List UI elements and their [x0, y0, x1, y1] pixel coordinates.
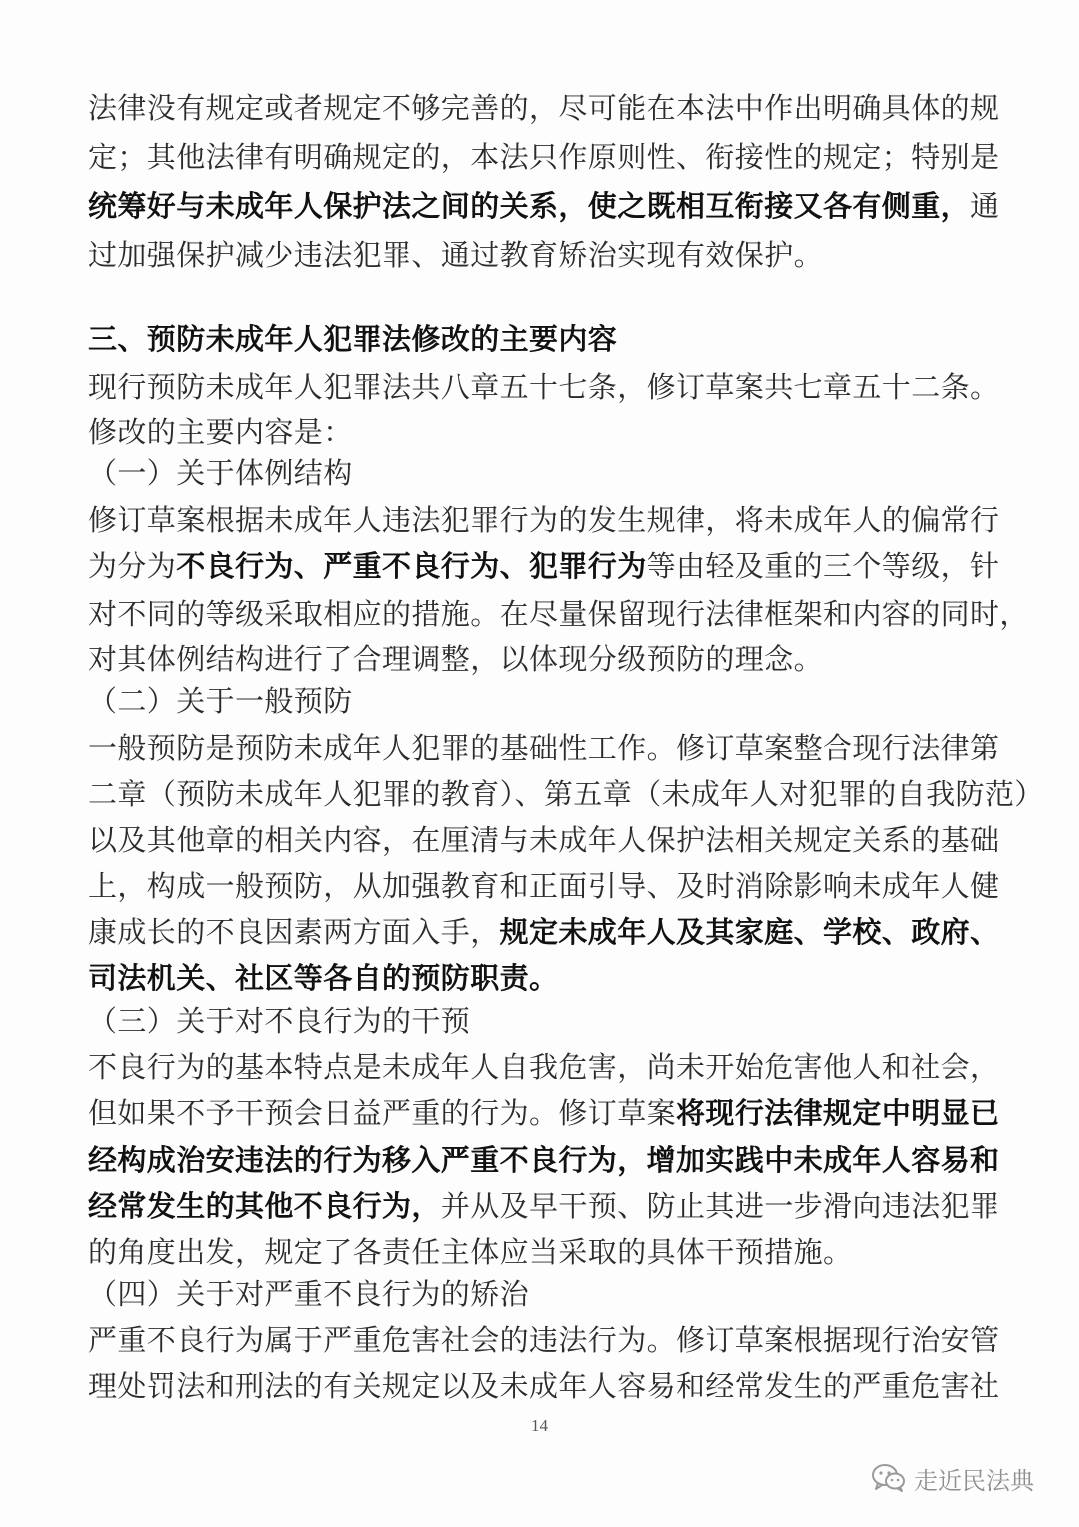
text-segment: 上，构成一般预防，从加强教育和正面引导、及时消除影响未成年人健: [88, 869, 1000, 903]
text-line: [88, 639, 823, 679]
text-segment: 定；其他法律有明确规定的，本法只作原则性、衔接性的规定；特别是: [88, 140, 1000, 174]
text-line: [88, 1320, 999, 1360]
text-segment: 以及其他章的相关内容，在厘清与未成年人保护法相关规定关系的基础: [88, 823, 1000, 857]
text-line: [88, 1047, 999, 1087]
text-segment: 理处罚法和刑法的有关规定以及未成年人容易和经常发生的严重危害社: [88, 1369, 1000, 1403]
text-line: [88, 367, 999, 407]
text-line: [88, 137, 999, 177]
text-line: [88, 958, 558, 998]
bold-text-segment: 将现行法律规定中明显已: [676, 1096, 1000, 1130]
text-segment: 但如果不予干预会日益严重的行为。修订草案: [88, 1096, 677, 1130]
text-line: [88, 235, 823, 275]
text-line: [88, 1093, 999, 1133]
text-line: [88, 1366, 999, 1406]
text-line: [88, 774, 1044, 814]
subsection-heading-text: （三）关于对不良行为的干预: [88, 1004, 471, 1038]
watermark: [872, 1458, 1034, 1498]
page-number: 14: [531, 1416, 548, 1435]
text-line: [88, 912, 999, 952]
bold-text-segment: 司法机关、社区等各自的预防职责。: [88, 961, 559, 995]
text-segment: 的角度出发，规定了各责任主体应当采取的具体干预措施。: [88, 1235, 853, 1269]
text-segment: 现行预防未成年人犯罪法共八章五十七条，修订草案共七章五十二条。: [88, 370, 1000, 404]
text-segment: 修订草案根据未成年人违法犯罪行为的发生规律，将未成年人的偏常行: [88, 503, 1000, 537]
bold-text-segment: 经构成治安违法的行为移入严重不良行为，增加实践中未成年人容易和: [88, 1143, 1000, 1177]
text-line: [88, 1232, 852, 1272]
text-segment: 等由轻及重的三个等级，针: [646, 549, 1000, 583]
text-line: [88, 88, 999, 128]
text-segment: 不良行为的基本特点是未成年人自我危害，尚未开始危害他人和社会，: [88, 1050, 1000, 1084]
subsection-heading: [88, 681, 353, 721]
text-segment: 严重不良行为属于严重危害社会的违法行为。修订草案根据现行治安管: [88, 1323, 1000, 1357]
text-line: [88, 1140, 999, 1180]
text-segment: 一般预防是预防未成年人犯罪的基础性工作。修订草案整合现行法律第: [88, 731, 1000, 765]
text-line: [88, 546, 999, 586]
text-segment: 康成长的不良因素两方面入手，: [88, 915, 500, 949]
section-heading: [88, 319, 617, 359]
bold-text-segment: 统筹好与未成年人保护法之间的关系，使之既相互衔接又各有侧重，: [88, 189, 971, 223]
text-segment: 对其体例结构进行了合理调整，以体现分级预防的理念。: [88, 642, 824, 676]
text-line: [88, 186, 999, 226]
text-segment: 二章（预防未成年人犯罪的教育）、第五章（未成年人对犯罪的自我防范）: [88, 777, 1044, 811]
text-line: [88, 500, 999, 540]
text-line: [88, 594, 1029, 634]
section-heading-text: 三、预防未成年人犯罪法修改的主要内容: [88, 322, 618, 356]
text-segment: 通: [970, 189, 1000, 223]
text-line: [88, 728, 999, 768]
bold-text-segment: 不良行为、严重不良行为、犯罪行为: [176, 549, 647, 583]
text-line: [88, 866, 999, 906]
subsection-heading: [88, 1001, 470, 1041]
text-segment: 修改的主要内容是：: [88, 415, 353, 449]
bold-text-segment: 规定未成年人及其家庭、学校、政府、: [499, 915, 1000, 949]
text-line: [88, 1186, 999, 1226]
text-line: [88, 412, 353, 452]
text-segment: 对不同的等级采取相应的措施。在尽量保留现行法律框架和内容的同时，: [88, 597, 1029, 631]
text-segment: 过加强保护减少违法犯罪、通过教育矫治实现有效保护。: [88, 238, 824, 272]
text-segment: 为分为: [88, 549, 177, 583]
text-segment: 并从及早干预、防止其进一步滑向违法犯罪: [440, 1189, 1000, 1223]
subsection-heading-text: （一）关于体例结构: [88, 456, 353, 490]
text-segment: 法律没有规定或者规定不够完善的，尽可能在本法中作出明确具体的规: [88, 91, 1000, 125]
bold-text-segment: 经常发生的其他不良行为，: [88, 1189, 441, 1223]
watermark-text: 走近民法典: [914, 1466, 1034, 1495]
wechat-icon: [872, 1463, 906, 1493]
subsection-heading: [88, 1274, 529, 1314]
text-line: [88, 820, 999, 860]
subsection-heading: [88, 453, 353, 493]
subsection-heading-text: （二）关于一般预防: [88, 684, 353, 718]
subsection-heading-text: （四）关于对严重不良行为的矫治: [88, 1277, 530, 1311]
